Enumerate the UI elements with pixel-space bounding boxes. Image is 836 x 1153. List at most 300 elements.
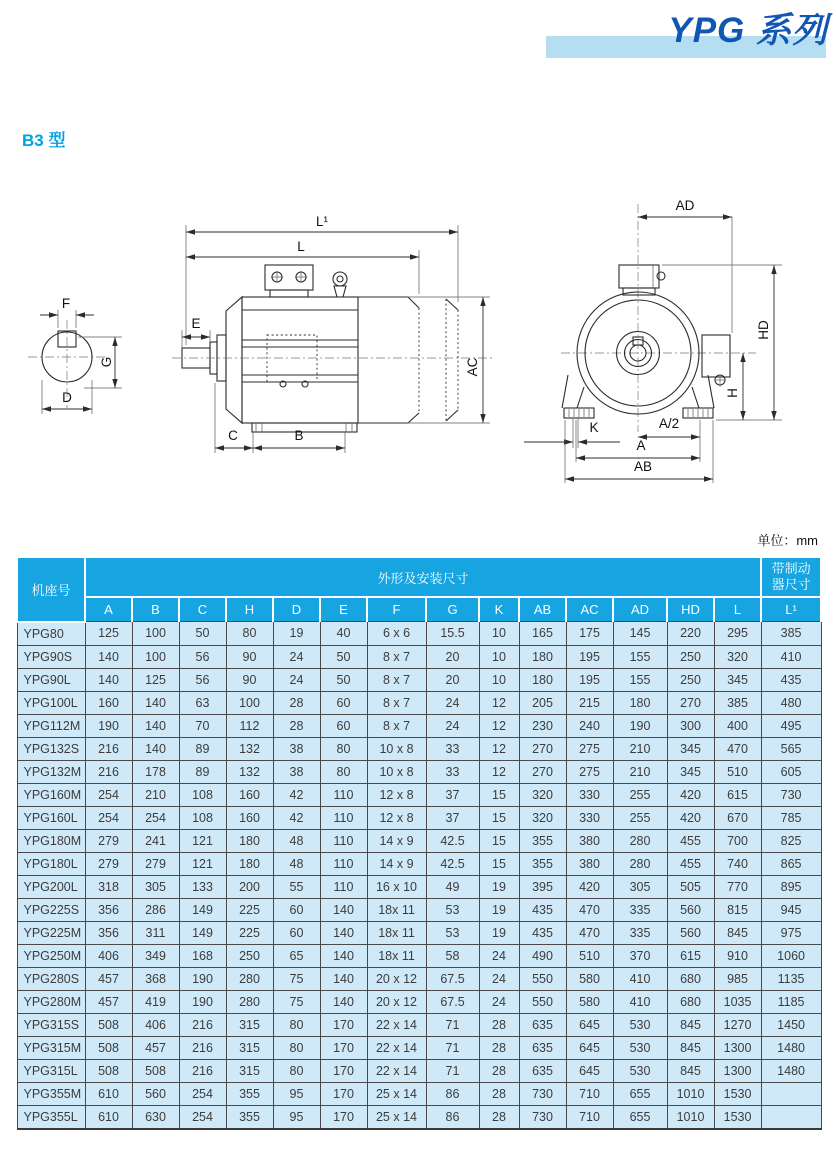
dim-label-hd: HD [756, 320, 771, 340]
value-cell: 12 [479, 691, 519, 714]
brake-header-line1: 带制动 [771, 560, 811, 576]
value-cell: 12 x 8 [367, 783, 426, 806]
value-cell: 132 [226, 737, 273, 760]
value-cell: 250 [667, 668, 714, 691]
value-cell: 10 [479, 668, 519, 691]
value-cell: 345 [714, 668, 761, 691]
value-cell: 8 x 7 [367, 691, 426, 714]
value-cell: 65 [273, 944, 320, 967]
value-cell: 225 [226, 921, 273, 944]
value-cell: 19 [273, 622, 320, 646]
value-cell: 1480 [761, 1059, 821, 1082]
value-cell: 985 [714, 967, 761, 990]
value-cell: 530 [613, 1059, 667, 1082]
value-cell: 406 [85, 944, 132, 967]
value-cell: 470 [714, 737, 761, 760]
value-cell: 50 [179, 622, 226, 646]
value-cell: 125 [132, 668, 179, 691]
value-cell: 385 [714, 691, 761, 714]
value-cell: 125 [85, 622, 132, 646]
value-cell: 140 [320, 944, 367, 967]
value-cell: 20 [426, 645, 479, 668]
value-cell: 90 [226, 645, 273, 668]
value-cell: 355 [519, 829, 566, 852]
value-cell: 28 [479, 1013, 519, 1036]
value-cell: 510 [566, 944, 613, 967]
model-cell: YPG315M [17, 1036, 85, 1059]
value-cell: 178 [132, 760, 179, 783]
model-cell: YPG132M [17, 760, 85, 783]
value-cell: 28 [479, 1059, 519, 1082]
model-cell: YPG315S [17, 1013, 85, 1036]
table-row [17, 990, 821, 1013]
value-cell: 42.5 [426, 852, 479, 875]
dim-label-e: E [191, 316, 201, 331]
value-cell: 28 [273, 691, 320, 714]
value-cell: 230 [519, 714, 566, 737]
value-cell: 71 [426, 1036, 479, 1059]
value-cell: 190 [179, 967, 226, 990]
value-cell: 254 [179, 1082, 226, 1105]
value-cell: 910 [714, 944, 761, 967]
value-cell: 180 [226, 852, 273, 875]
value-cell: 160 [85, 691, 132, 714]
value-cell: 149 [179, 898, 226, 921]
value-cell: 190 [613, 714, 667, 737]
value-cell: 254 [85, 806, 132, 829]
value-cell: 108 [179, 783, 226, 806]
value-cell: 457 [85, 967, 132, 990]
value-cell: 565 [761, 737, 821, 760]
value-cell: 225 [226, 898, 273, 921]
dimension-table [16, 556, 822, 1130]
value-cell: 170 [320, 1105, 367, 1129]
model-cell: YPG280S [17, 967, 85, 990]
value-cell: 710 [566, 1082, 613, 1105]
section-label-b3: B3 型 [22, 131, 66, 150]
value-cell: 275 [566, 760, 613, 783]
model-cell: YPG225M [17, 921, 85, 944]
table-row [17, 1036, 821, 1059]
table-row [17, 622, 821, 646]
value-cell: 730 [519, 1105, 566, 1129]
value-cell: 80 [226, 622, 273, 646]
value-cell: 550 [519, 967, 566, 990]
model-cell: YPG225S [17, 898, 85, 921]
value-cell: 145 [613, 622, 667, 646]
value-cell: 255 [613, 783, 667, 806]
value-cell: 305 [613, 875, 667, 898]
value-cell: 12 [479, 714, 519, 737]
table-row [17, 1059, 821, 1082]
value-cell: 24 [479, 944, 519, 967]
value-cell: 356 [85, 921, 132, 944]
value-cell: 470 [566, 921, 613, 944]
value-cell: 530 [613, 1013, 667, 1036]
table-row [17, 760, 821, 783]
table-row [17, 944, 821, 967]
dim-label-g: G [99, 356, 114, 368]
model-cell: YPG200L [17, 875, 85, 898]
dim-label-h: H [725, 388, 740, 398]
col-header-5: E [320, 597, 367, 622]
value-cell: 170 [320, 1059, 367, 1082]
value-cell: 56 [179, 668, 226, 691]
value-cell: 345 [667, 760, 714, 783]
value-cell: 945 [761, 898, 821, 921]
value-cell: 100 [132, 645, 179, 668]
value-cell: 1060 [761, 944, 821, 967]
value-cell: 1270 [714, 1013, 761, 1036]
value-cell: 80 [273, 1013, 320, 1036]
value-cell: 279 [85, 829, 132, 852]
value-cell: 300 [667, 714, 714, 737]
value-cell: 740 [714, 852, 761, 875]
value-cell: 730 [761, 783, 821, 806]
value-cell: 490 [519, 944, 566, 967]
dim-label-ac: AC [465, 357, 480, 377]
value-cell: 410 [761, 645, 821, 668]
value-cell: 380 [566, 829, 613, 852]
value-cell: 560 [132, 1082, 179, 1105]
value-cell: 295 [714, 622, 761, 646]
value-cell: 170 [320, 1036, 367, 1059]
value-cell: 70 [179, 714, 226, 737]
value-cell: 12 [479, 737, 519, 760]
value-cell: 12 [479, 760, 519, 783]
value-cell: 110 [320, 783, 367, 806]
value-cell: 140 [320, 921, 367, 944]
value-cell: 410 [613, 990, 667, 1013]
value-cell: 368 [132, 967, 179, 990]
value-cell: 1010 [667, 1082, 714, 1105]
value-cell: 865 [761, 852, 821, 875]
value-cell: 14 x 9 [367, 829, 426, 852]
col-header-2: C [179, 597, 226, 622]
value-cell: 8 x 7 [367, 668, 426, 691]
model-cell: YPG90L [17, 668, 85, 691]
value-cell: 770 [714, 875, 761, 898]
page-title: YPG 系列 [668, 11, 828, 50]
value-cell: 53 [426, 921, 479, 944]
value-cell: 42 [273, 806, 320, 829]
value-cell: 15 [479, 852, 519, 875]
value-cell: 100 [226, 691, 273, 714]
value-cell: 75 [273, 967, 320, 990]
value-cell: 38 [273, 737, 320, 760]
brake-header-line2: 器尺寸 [771, 577, 811, 592]
value-cell: 160 [226, 783, 273, 806]
value-cell: 80 [273, 1036, 320, 1059]
value-cell: 67.5 [426, 990, 479, 1013]
value-cell: 605 [761, 760, 821, 783]
value-cell: 255 [613, 806, 667, 829]
value-cell: 210 [613, 760, 667, 783]
value-cell: 180 [226, 829, 273, 852]
value-cell: 200 [226, 875, 273, 898]
technical-drawing [16, 180, 826, 515]
value-cell: 280 [226, 990, 273, 1013]
value-cell: 270 [519, 760, 566, 783]
value-cell: 330 [566, 783, 613, 806]
value-cell: 110 [320, 806, 367, 829]
value-cell: 22 x 14 [367, 1013, 426, 1036]
col-header-10: AC [566, 597, 613, 622]
value-cell: 845 [667, 1013, 714, 1036]
value-cell: 67.5 [426, 967, 479, 990]
value-cell: 15 [479, 806, 519, 829]
table-row [17, 668, 821, 691]
value-cell: 140 [132, 714, 179, 737]
value-cell: 279 [85, 852, 132, 875]
value-cell: 845 [667, 1059, 714, 1082]
value-cell: 470 [566, 898, 613, 921]
value-cell: 132 [226, 760, 273, 783]
value-cell: 140 [132, 691, 179, 714]
value-cell: 8 x 7 [367, 714, 426, 737]
value-cell: 10 x 8 [367, 737, 426, 760]
value-cell: 19 [479, 921, 519, 944]
value-cell: 355 [226, 1082, 273, 1105]
value-cell: 80 [320, 760, 367, 783]
col-header-6: F [367, 597, 426, 622]
value-cell: 845 [667, 1036, 714, 1059]
value-cell: 250 [226, 944, 273, 967]
value-cell: 320 [519, 806, 566, 829]
table-row [17, 714, 821, 737]
value-cell: 108 [179, 806, 226, 829]
model-cell: YPG90S [17, 645, 85, 668]
model-cell: YPG80 [17, 622, 85, 646]
value-cell: 95 [273, 1105, 320, 1129]
value-cell: 680 [667, 990, 714, 1013]
value-cell: 20 x 12 [367, 967, 426, 990]
dim-label-a: A [636, 438, 646, 453]
value-cell: 195 [566, 645, 613, 668]
value-cell: 16 x 10 [367, 875, 426, 898]
value-cell: 110 [320, 875, 367, 898]
value-cell: 615 [714, 783, 761, 806]
value-cell: 19 [479, 898, 519, 921]
value-cell: 6 x 6 [367, 622, 426, 646]
value-cell: 580 [566, 967, 613, 990]
value-cell: 216 [85, 737, 132, 760]
value-cell: 95 [273, 1082, 320, 1105]
unit-note: 单位：mm [757, 533, 818, 548]
value-cell: 305 [132, 875, 179, 898]
value-cell: 420 [667, 806, 714, 829]
value-cell: 165 [519, 622, 566, 646]
value-cell: 112 [226, 714, 273, 737]
value-cell: 645 [566, 1036, 613, 1059]
value-cell: 28 [479, 1036, 519, 1059]
value-cell: 216 [179, 1013, 226, 1036]
value-cell: 28 [479, 1105, 519, 1129]
value-cell: 280 [613, 852, 667, 875]
value-cell: 25 x 14 [367, 1105, 426, 1129]
value-cell: 280 [613, 829, 667, 852]
col-header-8: K [479, 597, 519, 622]
model-cell: YPG160L [17, 806, 85, 829]
value-cell: 89 [179, 760, 226, 783]
value-cell: 42.5 [426, 829, 479, 852]
value-cell [761, 1105, 821, 1129]
value-cell: 670 [714, 806, 761, 829]
col-header-7: G [426, 597, 479, 622]
col-header-13: L [714, 597, 761, 622]
value-cell: 100 [132, 622, 179, 646]
value-cell: 14 x 9 [367, 852, 426, 875]
table-row [17, 806, 821, 829]
value-cell: 610 [85, 1082, 132, 1105]
value-cell: 635 [519, 1059, 566, 1082]
value-cell: 895 [761, 875, 821, 898]
value-cell: 175 [566, 622, 613, 646]
col-group-brake-dims [761, 557, 821, 597]
value-cell: 419 [132, 990, 179, 1013]
model-cell: YPG160M [17, 783, 85, 806]
value-cell: 24 [273, 645, 320, 668]
dim-label-k: K [589, 420, 599, 435]
value-cell: 1300 [714, 1036, 761, 1059]
value-cell: 33 [426, 760, 479, 783]
value-cell: 15 [479, 829, 519, 852]
value-cell: 560 [667, 898, 714, 921]
value-cell: 508 [85, 1036, 132, 1059]
value-cell: 80 [273, 1059, 320, 1082]
value-cell: 20 x 12 [367, 990, 426, 1013]
value-cell: 710 [566, 1105, 613, 1129]
value-cell: 55 [273, 875, 320, 898]
value-cell: 110 [320, 829, 367, 852]
value-cell: 495 [761, 714, 821, 737]
dim-label-d: D [62, 390, 72, 405]
value-cell: 457 [132, 1036, 179, 1059]
value-cell: 279 [132, 852, 179, 875]
value-cell: 457 [85, 990, 132, 1013]
value-cell: 42 [273, 783, 320, 806]
model-cell: YPG112M [17, 714, 85, 737]
value-cell: 49 [426, 875, 479, 898]
value-cell: 170 [320, 1082, 367, 1105]
value-cell: 370 [613, 944, 667, 967]
value-cell: 48 [273, 829, 320, 852]
value-cell: 406 [132, 1013, 179, 1036]
value-cell: 60 [273, 921, 320, 944]
value-cell: 170 [320, 1013, 367, 1036]
col-header-frame-size: 机座号 [17, 557, 85, 622]
value-cell: 785 [761, 806, 821, 829]
col-header-4: D [273, 597, 320, 622]
col-header-1: B [132, 597, 179, 622]
value-cell: 240 [566, 714, 613, 737]
value-cell: 18x 11 [367, 898, 426, 921]
value-cell: 510 [714, 760, 761, 783]
table-row [17, 898, 821, 921]
value-cell: 24 [479, 990, 519, 1013]
value-cell: 12 x 8 [367, 806, 426, 829]
value-cell: 210 [613, 737, 667, 760]
value-cell: 254 [132, 806, 179, 829]
value-cell: 28 [479, 1082, 519, 1105]
dim-label-ad: AD [675, 198, 695, 213]
value-cell: 380 [566, 852, 613, 875]
value-cell: 635 [519, 1013, 566, 1036]
col-header-14: L¹ [761, 597, 821, 622]
value-cell: 15 [479, 783, 519, 806]
value-cell: 275 [566, 737, 613, 760]
column-letter-row [17, 597, 821, 622]
table-row [17, 1105, 821, 1129]
value-cell: 410 [613, 967, 667, 990]
value-cell: 195 [566, 668, 613, 691]
value-cell: 180 [613, 691, 667, 714]
value-cell: 216 [85, 760, 132, 783]
value-cell: 48 [273, 852, 320, 875]
value-cell: 455 [667, 852, 714, 875]
table-row [17, 875, 821, 898]
value-cell: 580 [566, 990, 613, 1013]
value-cell: 180 [519, 645, 566, 668]
value-cell: 825 [761, 829, 821, 852]
value-cell: 1300 [714, 1059, 761, 1082]
value-cell: 530 [613, 1036, 667, 1059]
value-cell: 168 [179, 944, 226, 967]
value-cell: 349 [132, 944, 179, 967]
value-cell: 435 [519, 921, 566, 944]
value-cell: 37 [426, 806, 479, 829]
value-cell: 318 [85, 875, 132, 898]
model-cell: YPG180M [17, 829, 85, 852]
table-row [17, 852, 821, 875]
value-cell: 56 [179, 645, 226, 668]
value-cell: 1035 [714, 990, 761, 1013]
value-cell: 435 [519, 898, 566, 921]
col-header-9: AB [519, 597, 566, 622]
value-cell: 58 [426, 944, 479, 967]
model-cell: YPG250M [17, 944, 85, 967]
shaft-section-view [28, 296, 122, 414]
value-cell: 149 [179, 921, 226, 944]
value-cell: 10 [479, 645, 519, 668]
value-cell: 60 [273, 898, 320, 921]
value-cell: 630 [132, 1105, 179, 1129]
value-cell: 254 [85, 783, 132, 806]
value-cell: 1135 [761, 967, 821, 990]
value-cell: 320 [519, 783, 566, 806]
value-cell: 270 [667, 691, 714, 714]
value-cell: 335 [613, 898, 667, 921]
value-cell: 50 [320, 645, 367, 668]
value-cell: 190 [179, 990, 226, 1013]
value-cell: 10 x 8 [367, 760, 426, 783]
value-cell: 75 [273, 990, 320, 1013]
value-cell: 18x 11 [367, 944, 426, 967]
value-cell: 210 [132, 783, 179, 806]
dim-label-l: L [297, 239, 305, 254]
value-cell: 400 [714, 714, 761, 737]
col-group-outline-mounting: 外形及安装尺寸 [85, 557, 761, 597]
value-cell: 435 [761, 668, 821, 691]
value-cell: 24 [479, 967, 519, 990]
value-cell: 38 [273, 760, 320, 783]
value-cell: 190 [85, 714, 132, 737]
value-cell: 110 [320, 852, 367, 875]
value-cell: 160 [226, 806, 273, 829]
value-cell: 155 [613, 668, 667, 691]
dim-label-a-half: A/2 [658, 416, 680, 431]
value-cell: 385 [761, 622, 821, 646]
